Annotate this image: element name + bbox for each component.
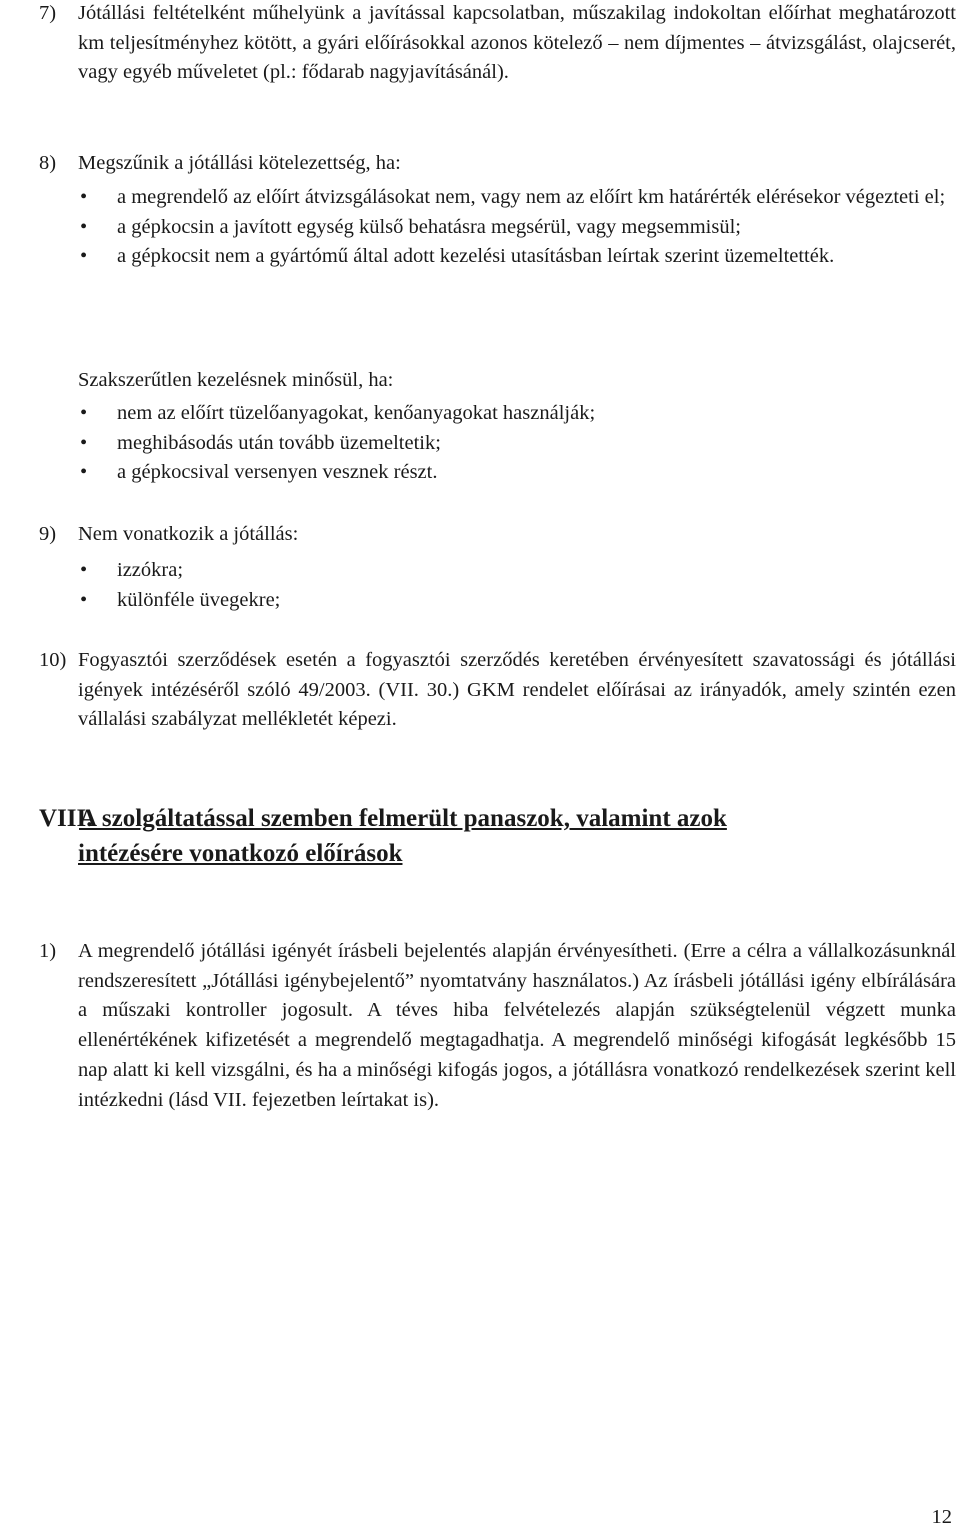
- list-item-text: a megrendelő az előírt átvizsgálásokat nem, vagy nem az előírt km határérték elérésekor végezteti el;: [117, 186, 946, 208]
- list-item: [0, 556, 960, 586]
- list-item: [0, 586, 960, 616]
- item-8-number: 8): [39, 152, 57, 174]
- item-9: [0, 520, 960, 550]
- bullet-icon: •: [80, 215, 88, 238]
- item-8-bullet-list: [0, 183, 960, 272]
- item-9-number: 9): [39, 523, 57, 545]
- misuse-intro: Szakszerűtlen kezelésnek minősül, ha:: [78, 369, 394, 391]
- list-item: [0, 183, 960, 213]
- item-10: [0, 646, 960, 735]
- list-item-text: különféle üvegekre;: [117, 588, 281, 611]
- item-7-number: 7): [39, 2, 57, 24]
- list-item: [0, 399, 960, 429]
- section-8-item-1: [0, 937, 960, 1115]
- bullet-icon: •: [80, 431, 88, 454]
- list-item-text: meghibásodás után tovább üzemeltetik;: [117, 431, 441, 454]
- section-8-item-1-text: A megrendelő jótállási igényét írásbeli bejelentés alapján érvényesítheti. (Erre a célra a vállalkozásunknál rendszeresített „Jótállási igénybejelentő” nyomtatvány használatos.) Az írásbeli jótállási igény elbírálására a műszaki kontroller jogosult. A téves hiba felvételezés alapján szükségtelenül végzett munka ellenértékének kifizetését a megrendelő megtagadhatja. A megrendelő minőségi kifogását legkésőbb 15 nap alatt ki kell vizsgálni, és ha a minőségi kifogás jogos, a jótállásra vonatkozó rendelkezések szerint kell intézkedni (lásd VII. fejezetben leírtakat is).: [78, 940, 956, 1111]
- section-title-line-1: A szolgáltatással szemben felmerült panaszok, valamint azok: [79, 805, 727, 832]
- item-10-text: Fogyasztói szerződések esetén a fogyasztói szerződés keretében érvényesített szavatossági és jótállási igények intézéséről szóló 49/2003. (VII. 30.) GKM rendelet előírásai az irányadók, amely szintén ezen vállalási szabályzat mellékletét képezi.: [78, 649, 956, 731]
- list-item-text: izzókra;: [117, 559, 184, 581]
- list-item: [0, 242, 960, 272]
- item-8: [0, 149, 960, 179]
- bullet-icon: •: [80, 461, 88, 484]
- bullet-icon: •: [80, 245, 88, 268]
- list-item-text: nem az előírt tüzelőanyagokat, kenőanyagokat használják;: [117, 402, 596, 424]
- list-item: [0, 458, 960, 488]
- item-9-bullet-list: [0, 556, 960, 615]
- bullet-icon: •: [80, 559, 88, 581]
- bullet-icon: •: [80, 588, 88, 611]
- misuse-bullet-list: [0, 399, 960, 488]
- section-8-item-1-number: 1): [39, 940, 57, 962]
- section-number: VIII.: [39, 805, 93, 832]
- list-item-text: a gépkocsival versenyen vesznek részt.: [117, 461, 438, 484]
- section-title-line-2: intézésére vonatkozó előírások: [78, 840, 403, 867]
- item-9-intro: Nem vonatkozik a jótállás:: [78, 523, 299, 545]
- list-item-text: a gépkocsin a javított egység külső behatásra megsérül, vagy megsemmisül;: [117, 215, 741, 238]
- item-7-text: Jótállási feltételként műhelyünk a javítással kapcsolatban, műszakilag indokoltan előírhat meghatározott km teljesítményhez kötött, a gyári előírásokkal azonos kötelező – nem díjmentes – átvizsgálást, olajcserét, vagy egyéb műveletet (pl.: fődarab nagyjavításánál).: [78, 2, 956, 84]
- bullet-icon: •: [80, 186, 88, 208]
- item-8-intro: Megszűnik a jótállási kötelezettség, ha:: [78, 152, 401, 174]
- list-item: [0, 429, 960, 459]
- misuse-intro-block: [0, 366, 960, 396]
- bullet-icon: •: [80, 402, 88, 424]
- page-number: 12: [931, 1506, 952, 1528]
- item-7: [0, 0, 960, 88]
- list-item-text: a gépkocsit nem a gyártómű által adott kezelési utasításban leírtak szerint üzemeltették.: [117, 245, 835, 268]
- list-item: [0, 213, 960, 243]
- item-10-number: 10): [39, 649, 67, 671]
